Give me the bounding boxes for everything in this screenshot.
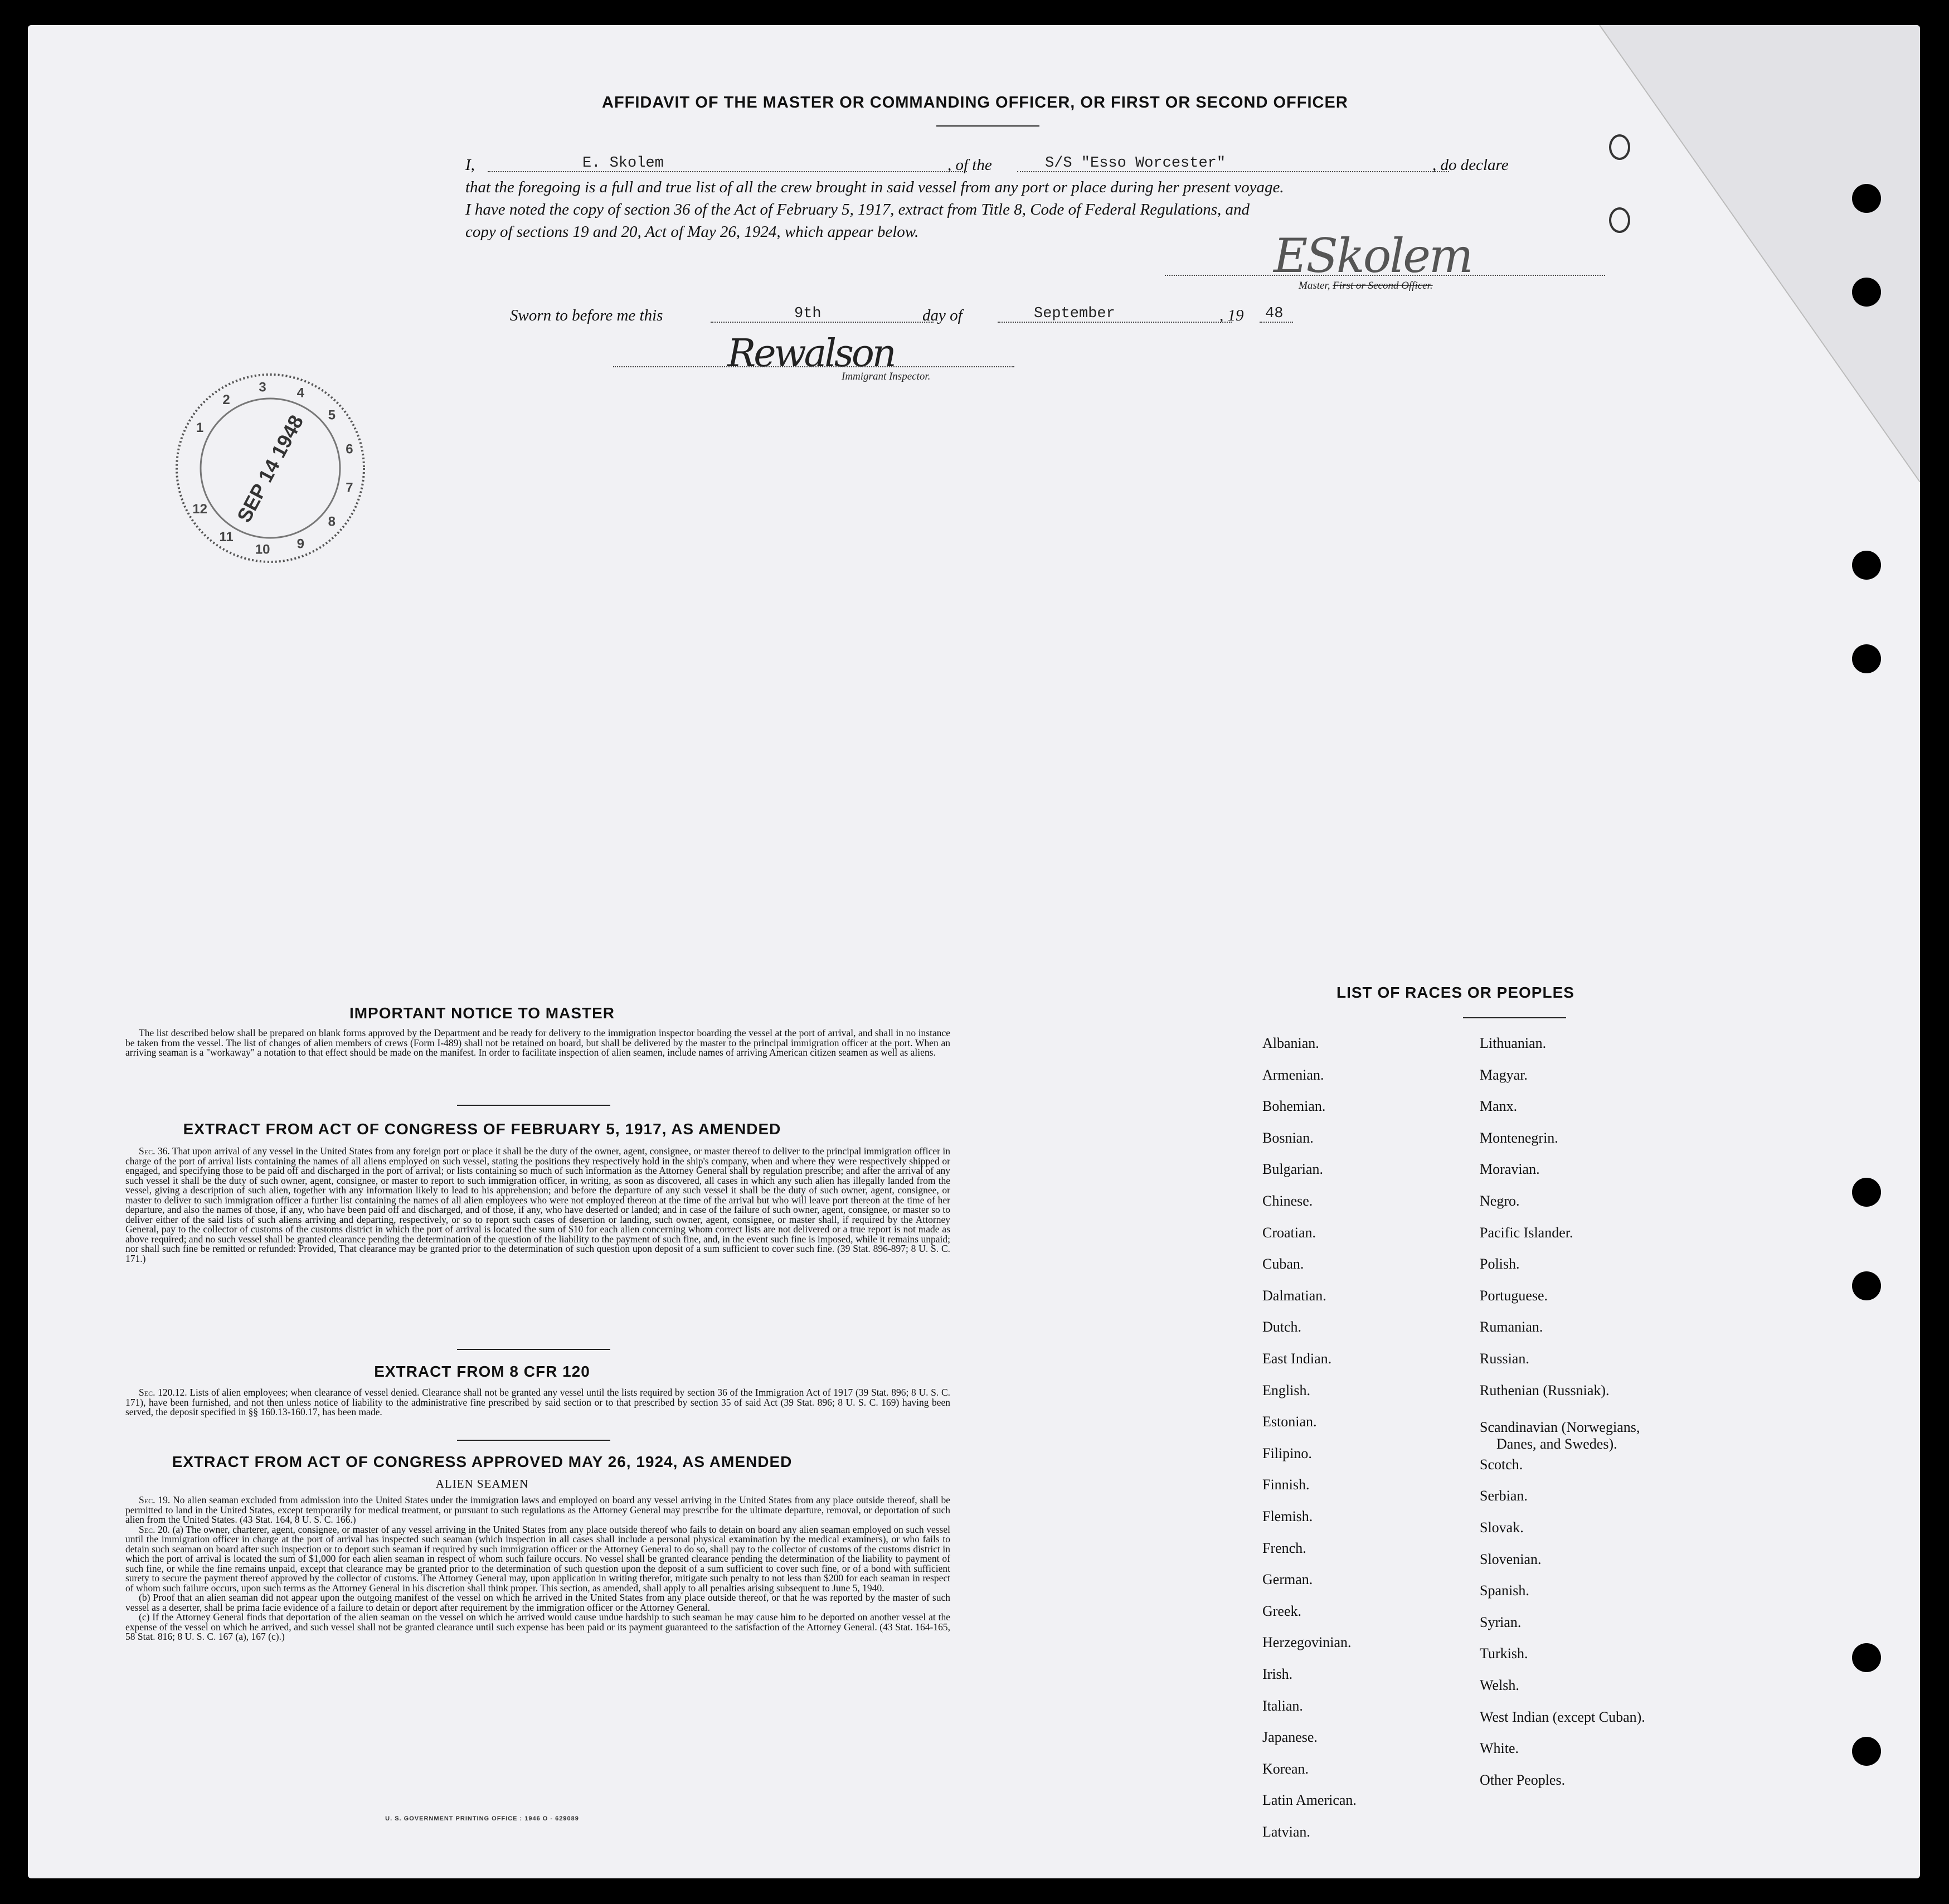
notice-title: IMPORTANT NOTICE TO MASTER — [349, 1004, 615, 1022]
stamp-digit: 10 — [255, 542, 270, 557]
extract-cfr-title: EXTRACT FROM 8 CFR 120 — [374, 1363, 590, 1380]
extract-1917-rule — [457, 1349, 610, 1350]
notice-body — [125, 1028, 950, 1058]
stamp-digit: 8 — [328, 514, 336, 530]
race-item: Rumanian. — [1480, 1319, 1543, 1335]
sec19-label: Sec. 19. — [139, 1494, 171, 1505]
master-caption-text: Master, — [1299, 280, 1330, 292]
master-signature-dotline — [1165, 275, 1605, 276]
affidavit-line1-suffix: , do declare — [1432, 156, 1509, 174]
extract-1924-title: EXTRACT FROM ACT OF CONGRESS APPROVED MAY 26, 1924, AS AMENDED — [172, 1453, 793, 1470]
master-name-dotline — [488, 171, 967, 172]
punch-hole — [1852, 1178, 1881, 1207]
race-item: Greek. — [1262, 1602, 1302, 1619]
race-item: Korean. — [1262, 1760, 1309, 1777]
race-item: Portuguese. — [1480, 1287, 1548, 1304]
race-item: Filipino. — [1262, 1445, 1312, 1461]
sec20-label: Sec. 20. — [139, 1523, 170, 1535]
extract-1917-body — [125, 1147, 950, 1264]
race-item: Flemish. — [1262, 1508, 1313, 1524]
race-item: Italian. — [1262, 1697, 1303, 1714]
race-item: Chinese. — [1262, 1193, 1313, 1209]
race-item: Syrian. — [1480, 1614, 1522, 1630]
affidavit-line3: I have noted the copy of section 36 of the Act of February 5, 1917, extract from Title 8, Code of Federal Regulations, and — [465, 201, 1250, 218]
stamp-digit: 7 — [346, 480, 353, 496]
affidavit-line1-prefix: I, — [465, 156, 475, 174]
race-item: Other Peoples. — [1480, 1771, 1566, 1788]
race-item: English. — [1262, 1382, 1310, 1398]
race-item: Slovak. — [1480, 1519, 1524, 1536]
stamp-digit: 12 — [192, 502, 207, 517]
extract-cfr-sec-label: Sec. 120.12. — [139, 1387, 187, 1398]
race-item: Armenian. — [1262, 1066, 1324, 1083]
stamp-digit: 4 — [297, 385, 304, 401]
race-item: West Indian (except Cuban). — [1480, 1708, 1645, 1725]
race-item: Croatian. — [1262, 1224, 1316, 1241]
date-received-stamp — [170, 368, 371, 569]
extract-1917-sec-label: Sec. 36. — [139, 1145, 170, 1157]
race-item: Negro. — [1480, 1193, 1520, 1209]
race-item: Bulgarian. — [1262, 1161, 1324, 1178]
document-page — [28, 25, 1920, 1878]
sworn-day-dotline — [711, 322, 934, 323]
sec20b-text: (b) Proof that an alien seaman did not appear upon the outgoing manifest of the vessel on which he arrived in the United States from any place outside thereof, or that he was reported by the master of such vessel as a deserter, shall be prima facie evidence of a failure to detain or deport after requirement by the immigration officer or the Attorney General. — [125, 1592, 950, 1613]
affidavit-line4: copy of sections 19 and 20, Act of May 26, 1924, which appear below. — [465, 223, 919, 241]
stamp-digit: 5 — [328, 407, 336, 423]
race-item: Dalmatian. — [1262, 1287, 1326, 1304]
notice-text: The list described below shall be prepared on blank forms approved by the Department and be ready for delivery to the immigration inspector boarding the vessel at the port of arrival, and shall in no instance be taken from the vessel. The list of changes of alien members of crews (Form I-489) shall not be retained on board, but shall be delivered by the master to the principal immigration officer at the port. When an arriving seaman is a "workaway" a notation to that effect should be made on the manifest. In order to facilitate inspection of alien seamen, include names of arriving American citizen seamen as well as aliens. — [125, 1027, 950, 1058]
stamp-digit: 2 — [222, 392, 230, 408]
race-item: Bohemian. — [1262, 1098, 1326, 1115]
master-signature: ESkolem — [1274, 229, 1472, 283]
race-item: Slovenian. — [1480, 1551, 1542, 1567]
stamp-digit: 11 — [219, 529, 234, 545]
vessel-name-field: S/S "Esso Worcester" — [1045, 155, 1226, 172]
race-item: Pacific Islander. — [1480, 1224, 1573, 1241]
reinforcement-ring — [1609, 207, 1630, 233]
sworn-prefix: Sworn to before me this — [510, 307, 663, 324]
master-caption — [1299, 280, 1433, 292]
race-item: Ruthenian (Russniak). — [1480, 1382, 1610, 1398]
race-item: Albanian. — [1262, 1035, 1319, 1051]
inspector-signature-dotline — [613, 366, 1014, 367]
race-item: Cuban. — [1262, 1256, 1304, 1272]
stamp-digit: 3 — [259, 380, 266, 395]
race-item: Polish. — [1480, 1256, 1520, 1272]
race-item: Magyar. — [1480, 1066, 1528, 1083]
extract-1924-subtitle: ALIEN SEAMEN — [435, 1477, 529, 1490]
race-item: Russian. — [1480, 1351, 1529, 1367]
race-item: Spanish. — [1480, 1582, 1529, 1599]
race-item: Serbian. — [1480, 1488, 1528, 1504]
printer-imprint: U. S. GOVERNMENT PRINTING OFFICE : 1946 O - 629089 — [385, 1815, 579, 1822]
punch-hole — [1852, 1643, 1881, 1672]
race-item: East Indian. — [1262, 1351, 1332, 1367]
extract-1924-body — [125, 1495, 950, 1642]
affidavit-line1-mid: , of the — [947, 156, 992, 174]
stamp-date: SEP 14 1948 — [232, 411, 308, 526]
sworn-year-prefix: , 19 — [1219, 307, 1244, 324]
sworn-day-field: 9th — [794, 305, 822, 322]
punch-hole — [1852, 551, 1881, 580]
race-item: Scotch. — [1480, 1456, 1523, 1473]
race-item: Moravian. — [1480, 1161, 1540, 1178]
master-name-field: E. Skolem — [582, 155, 664, 172]
sworn-day-of: day of — [922, 307, 963, 324]
race-item: German. — [1262, 1571, 1313, 1588]
notice-rule — [457, 1105, 610, 1106]
punch-hole — [1852, 1737, 1881, 1766]
master-caption-struck: First or Second Officer. — [1333, 280, 1433, 292]
extract-cfr-body — [125, 1388, 950, 1417]
extract-cfr-rule — [457, 1440, 610, 1441]
stamp-digit: 1 — [196, 420, 204, 435]
sec20a-text: (a) The owner, charterer, agent, consignee, or master of any vessel arriving in the United States from any place outside thereof who fails to detain on board any alien seaman employed on such vessel until the immigration officer in charge at the port of arrival has inspected such seaman (which inspection in all cases shall include a personal physical examination by the medical examiners), or who fails to detain such seaman on board after such inspection or to deport such seaman if required by such immigration officer or the Attorney General to do so, shall pay to the collector of customs of the customs district in which the port of arrival is located the sum of $1,000 for each alien seaman in respect of whom such failure occurs. No vessel shall be granted clearance pending the determination of the liability to payment of such fine, or while the fine remains unpaid, except that clearance may be granted prior to the determination of such question upon the deposit of a sum sufficient to cover such fine, or of a bond with sufficient surety to secure the payment thereof approved by the collector of customs. The Attorney General may, upon application in writing therefor, mitigate such penalty to not less than $200 for each seaman in respect of whom such failure occurs, upon such terms as the Attorney General in his discretion shall think proper. This section, as amended, shall apply to all penalties arising subsequent to June 5, 1940. — [125, 1523, 951, 1594]
affidavit-title: AFFIDAVIT OF THE MASTER OR COMMANDING OFFICER, OR FIRST OR SECOND OFFICER — [602, 94, 1348, 111]
extract-1917-text: That upon arrival of any vessel in the United States from any foreign port or place it shall be the duty of the owner, agent, consignee, or master thereof to deliver to the principal immigration officer in charge of the port of arrival lists containing the names of all aliens employed on such vessel, stating the positions they respectively hold in the ship's company, when and where they were respectively shipped or engaged, and specifying those to be paid off and discharged in the port of arrival; or lists containing so much of such information as the Attorney General shall by regulation prescribe; and after the arrival of any such vessel it shall be the duty of such owner, agent, consignee, or master to report to such immigration officer, in writing, as soon as discovered, all cases in which any such alien has illegally landed from the vessel, giving a description of such alien, together with any information likely to lead to his apprehension; and before the departure of any such vessel it shall be the duty of such owner, agent, consignee, or master to deliver to such immigration officer a further list containing the names of all alien employees who were not employed thereon at the time of the arrival but who will leave port thereon at the time of her departure, and also the names of those, if any, who have been paid off and discharged, and of those, if any, who have deserted or landed; and in case of the failure of such owner, agent, consignee, or master so to deliver either of the said lists of such aliens arriving and departing, respectively, or so to report such cases of desertion or landing, such owner, agent, consignee, or master shall, if required by the Attorney General, pay to the collector of customs of the customs district in which the port of arrival is located the sum of $10 for each alien concerning whom correct lists are not delivered or a true report is not made as above required; and no such vessel shall be granted clearance pending the determination of the question of the liability to the payment of such fine, and, in the event such fine is imposed, while it remains unpaid; nor shall such fine be remitted or refunded: Provided, That clearance may be granted prior to the determination of such question upon deposit of a sum sufficient to cover such fine. (39 Stat. 896-897; 8 U. S. C. 171.) — [125, 1145, 950, 1264]
race-item: Scandinavian (Norwegians, — [1480, 1419, 1640, 1436]
sec20c-text: (c) If the Attorney General finds that deportation of the alien seaman on the vessel on which he arrived would cause undue hardship to such seaman he may cause him to be deported on another vessel at the expense of the vessel on which he arrived, and such vessel shall not be granted clearance until such expense has been paid or its payment guaranteed to the satisfaction of the Attorney General. (43 Stat. 164-165, 58 Stat. 816; 8 U. S. C. 167 (a), 167 (c).) — [125, 1611, 950, 1642]
race-item: Turkish. — [1480, 1645, 1528, 1662]
reinforcement-ring — [1609, 134, 1630, 160]
race-item: White. — [1480, 1740, 1519, 1757]
races-rule — [1463, 1017, 1566, 1018]
race-item: Estonian. — [1262, 1414, 1317, 1430]
inspector-caption: Immigrant Inspector. — [842, 371, 931, 382]
race-item: Latvian. — [1262, 1824, 1310, 1840]
sworn-month-field: September — [1034, 305, 1115, 322]
race-item: Welsh. — [1480, 1677, 1519, 1693]
extract-1917-title: EXTRACT FROM ACT OF CONGRESS OF FEBRUARY 5, 1917, AS AMENDED — [183, 1120, 781, 1138]
sworn-year-field: 48 — [1265, 305, 1284, 322]
race-item: Danes, and Swedes). — [1496, 1436, 1617, 1453]
race-item: Montenegrin. — [1480, 1129, 1558, 1146]
race-item: Dutch. — [1262, 1319, 1302, 1335]
stamp-digit: 6 — [346, 441, 353, 457]
race-item: Latin American. — [1262, 1792, 1357, 1809]
punch-hole — [1852, 184, 1881, 213]
corner-fold-shadow — [1577, 25, 1920, 482]
race-item: Bosnian. — [1262, 1129, 1314, 1146]
affidavit-line2: that the foregoing is a full and true list of all the crew brought in said vessel from any port or place during her present voyage. — [465, 178, 1284, 196]
race-item: Japanese. — [1262, 1729, 1318, 1746]
race-item: Manx. — [1480, 1098, 1518, 1115]
races-title: LIST OF RACES OR PEOPLES — [1336, 984, 1574, 1001]
punch-hole — [1852, 278, 1881, 307]
punch-hole — [1852, 1271, 1881, 1300]
race-item: Herzegovinian. — [1262, 1634, 1352, 1651]
extract-cfr-text: Lists of alien employees; when clearance of vessel denied. Clearance shall not be granted any vessel until the lists required by section 36 of the Immigration Act of 1917 (39 Stat. 896; 8 U. S. C. 171), have been furnished, and not then unless notice of liability to the administrative fine prescribed by said section or to that prescribed by section 35 of said Act (39 Stat. 896; 8 U. S. C. 169) having been served, the deposit specified in §§ 160.13-160.17, has been made. — [125, 1387, 950, 1417]
punch-hole — [1852, 644, 1881, 673]
title-rule — [936, 125, 1039, 127]
race-item: Finnish. — [1262, 1476, 1310, 1493]
stamp-digit: 9 — [297, 536, 304, 552]
race-item: Lithuanian. — [1480, 1035, 1547, 1051]
sec19-text: No alien seaman excluded from admission into the United States under the immigration laws and employed on board any vessel arriving in the United States from any place outside thereof, shall be permitted to land in the United States, except temporarily for medical treatment, or pursuant to such regulations as the Attorney General may prescribe for the ultimate departure, removal, or deportation of such alien from the United States. (43 Stat. 164, 8 U. S. C. 166.) — [125, 1494, 950, 1525]
race-item: Irish. — [1262, 1666, 1293, 1682]
race-item: French. — [1262, 1539, 1306, 1556]
inspector-signature: Rewalson — [727, 332, 895, 376]
